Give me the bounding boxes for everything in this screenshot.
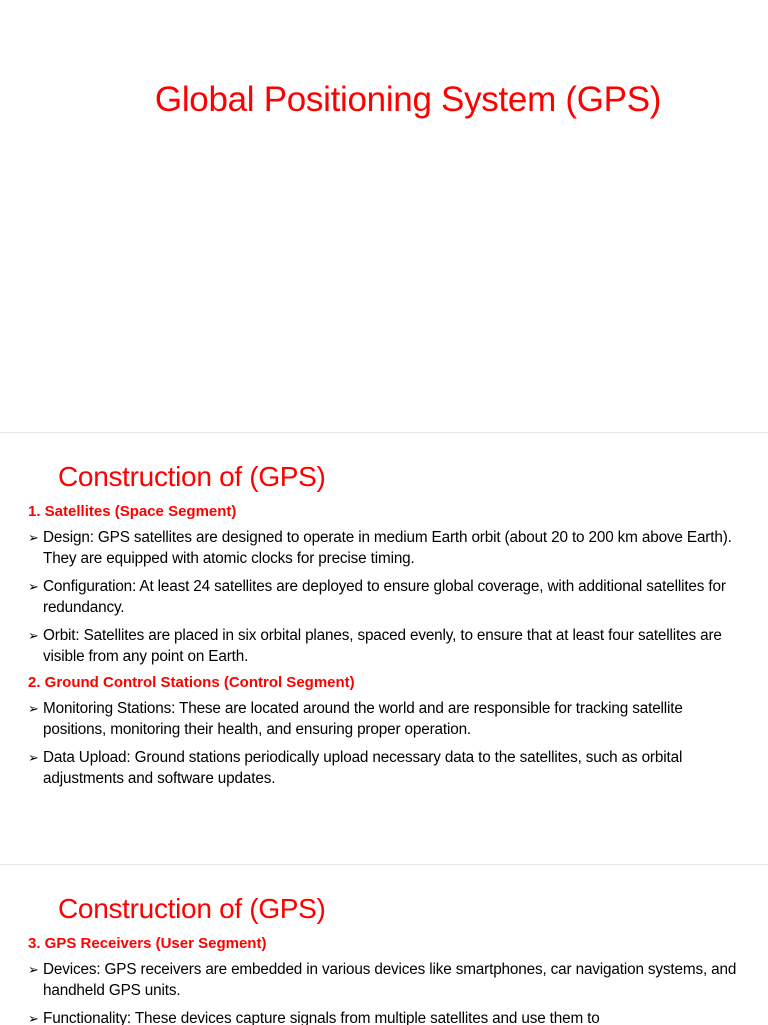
slide-heading: Construction of (GPS) [58, 461, 326, 492]
bullet-text: Design: GPS satellites are designed to operate in medium Earth orbit (about 20 to 200 km above Earth). They are equipped with atomic clocks for precise timing. [43, 529, 732, 567]
bullet-item [28, 576, 744, 618]
slide-construction-1 [0, 432, 768, 865]
bullet-item [28, 747, 744, 789]
bullet-item [28, 959, 744, 1001]
bullet-text: Devices: GPS receivers are embedded in various devices like smartphones, car navigation systems, and handheld GPS units. [43, 961, 737, 999]
slide-content [28, 935, 744, 1025]
bullet-item [28, 698, 744, 740]
bullet-item [28, 625, 744, 667]
slide-construction-2 [0, 864, 768, 1025]
arrow-bullet-icon: ➢ [28, 530, 39, 545]
bullet-text: Functionality: These devices capture signals from multiple satellites and use them to [43, 1010, 600, 1025]
bullet-item [28, 527, 744, 569]
bullet-text: Orbit: Satellites are placed in six orbital planes, spaced evenly, to ensure that at least four satellites are visible from any point on Earth. [43, 627, 722, 665]
bullet-text: Data Upload: Ground stations periodically upload necessary data to the satellites, such as orbital adjustments and software updates. [43, 749, 683, 787]
bullet-item [28, 1008, 744, 1025]
slide-heading: Construction of (GPS) [58, 893, 326, 924]
section-heading: 1. Satellites (Space Segment) [28, 503, 237, 520]
arrow-bullet-icon: ➢ [28, 750, 39, 765]
arrow-bullet-icon: ➢ [28, 962, 39, 977]
bullet-text: Configuration: At least 24 satellites are deployed to ensure global coverage, with additional satellites for redundancy. [43, 578, 726, 616]
arrow-bullet-icon: ➢ [28, 628, 39, 643]
main-title: Global Positioning System (GPS) [154, 80, 662, 119]
section-heading: 3. GPS Receivers (User Segment) [28, 935, 267, 952]
bullet-text: Monitoring Stations: These are located around the world and are responsible for tracking satellite positions, monitoring their health, and ensuring proper operation. [43, 700, 683, 738]
section-heading: 2. Ground Control Stations (Control Segment) [28, 674, 355, 691]
slide-title [0, 0, 768, 432]
arrow-bullet-icon: ➢ [28, 579, 39, 594]
arrow-bullet-icon: ➢ [28, 701, 39, 716]
arrow-bullet-icon: ➢ [28, 1011, 39, 1025]
slide-content [28, 503, 744, 796]
